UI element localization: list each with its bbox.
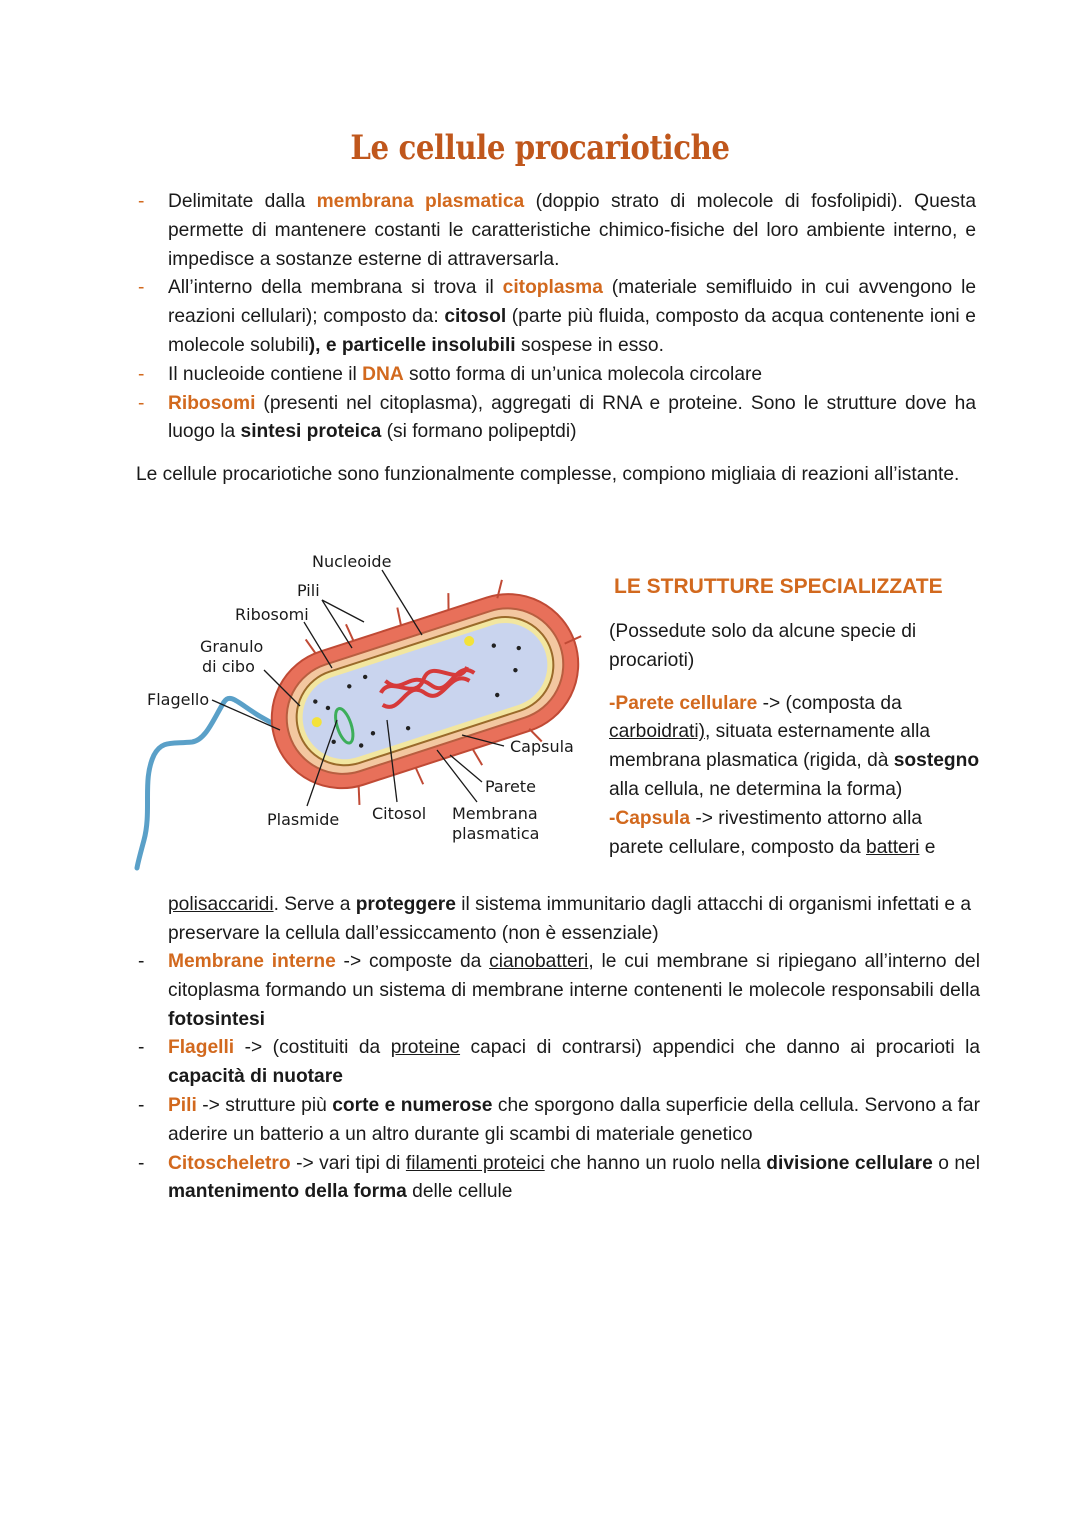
label-pili: Pili bbox=[297, 581, 320, 600]
key-term: membrana plasmatica bbox=[316, 191, 525, 212]
label-membrana: Membrana bbox=[452, 804, 538, 823]
key-term: Ribosomi bbox=[168, 392, 256, 414]
key-term: -Parete cellulare bbox=[609, 692, 758, 714]
flagellum-shape bbox=[137, 698, 282, 868]
parete-paragraph: -Parete cellulare -> (composta da carboidrati), situata esternamente alla membrana plasmatica (rigida, dà sostegno alla cellula, ne determina la forma) bbox=[609, 692, 980, 800]
key-term: Membrane interne bbox=[168, 951, 336, 972]
prokaryotic-cell-diagram bbox=[132, 540, 592, 872]
capsula-paragraph: -Capsula -> rivestimento attorno alla parete cellulare, composto da batteri e bbox=[609, 807, 936, 858]
key-term: Flagelli bbox=[168, 1037, 235, 1059]
label-granulo: Granulo bbox=[200, 637, 264, 656]
key-term: Pili bbox=[168, 1094, 197, 1116]
key-term: DNA bbox=[362, 363, 404, 385]
section-heading: LE STRUTTURE SPECIALIZZATE bbox=[614, 575, 943, 598]
list-item: - All’interno della membrana si trova il citoplasma (materiale semifluido in cui avvengono le reazioni cellulari); composto da: citosol (parte più fluida, composto da acqua contenente ioni e molecole solubili), e particelle insolubili sospese in esso. bbox=[136, 274, 976, 360]
label-flagello: Flagello bbox=[147, 690, 210, 709]
capsula-continuation: polisaccaridi. Serve a proteggere il sistema immunitario dagli attacchi di organismi infettati e a preservare la cellula dall’essiccamento (non è essenziale) bbox=[168, 894, 972, 944]
list-item: - Citoscheletro -> vari tipi di filamenti proteici che hanno un ruolo nella divisione cellulare o nel mantenimento della forma delle cellule bbox=[136, 1150, 980, 1208]
note-paragraph: (Possedute solo da alcune specie di procarioti) bbox=[609, 621, 917, 671]
list-item: - Membrane interne -> composte da cianobatteri, le cui membrane si ripiegano all’interno del citoplasma formando un sistema di membrane interne contenenti le molecole responsabili della fotosintesi bbox=[136, 948, 980, 1034]
label-capsula: Capsula bbox=[510, 737, 574, 756]
side-text bbox=[609, 618, 981, 862]
key-term: Capsula bbox=[615, 807, 691, 829]
label-di-cibo: di cibo bbox=[202, 657, 255, 676]
page-title: Le cellule procariotiche bbox=[350, 128, 730, 168]
label-parete: Parete bbox=[485, 777, 536, 796]
label-ribosomi: Ribosomi bbox=[235, 605, 309, 624]
list-item: - Delimitate dalla membrana plasmatica (doppio strato di molecole di fosfolipidi). Questa permette di mantenere costanti le caratteristiche chimico-fisiche del loro ambiente interno, e impedisce a sostanze esterne di attraversarla. bbox=[136, 188, 976, 274]
label-plasmide: Plasmide bbox=[267, 810, 340, 829]
label-nucleoide: Nucleoide bbox=[312, 552, 392, 571]
list-item: - Ribosomi (presenti nel citoplasma), aggregati di RNA e proteine. Sono le strutture dove ha luogo la sintesi proteica (si formano polipeptdi) bbox=[136, 390, 976, 448]
summary-paragraph: Le cellule procariotiche sono funzionalmente complesse, compiono migliaia di reazioni all’istante. bbox=[136, 464, 960, 485]
intro-list bbox=[136, 188, 976, 447]
label-plasmatica: plasmatica bbox=[452, 824, 540, 843]
structures-list bbox=[136, 948, 980, 1207]
list-item: - Il nucleoide contiene il DNA sotto forma di un’unica molecola circolare bbox=[136, 361, 976, 390]
list-item: - Pili -> strutture più corte e numerose che sporgono dalla superficie della cellula. Servono a far aderire un batterio a un altro durante gli scambi di materiale genetico bbox=[136, 1092, 980, 1150]
key-term: Citoscheletro bbox=[168, 1152, 291, 1174]
label-citosol: Citosol bbox=[372, 804, 427, 823]
key-term: citoplasma bbox=[502, 277, 603, 299]
list-item: - Flagelli -> (costituiti da proteine capaci di contrarsi) appendici che danno ai procarioti la capacità di nuotare bbox=[136, 1034, 980, 1092]
